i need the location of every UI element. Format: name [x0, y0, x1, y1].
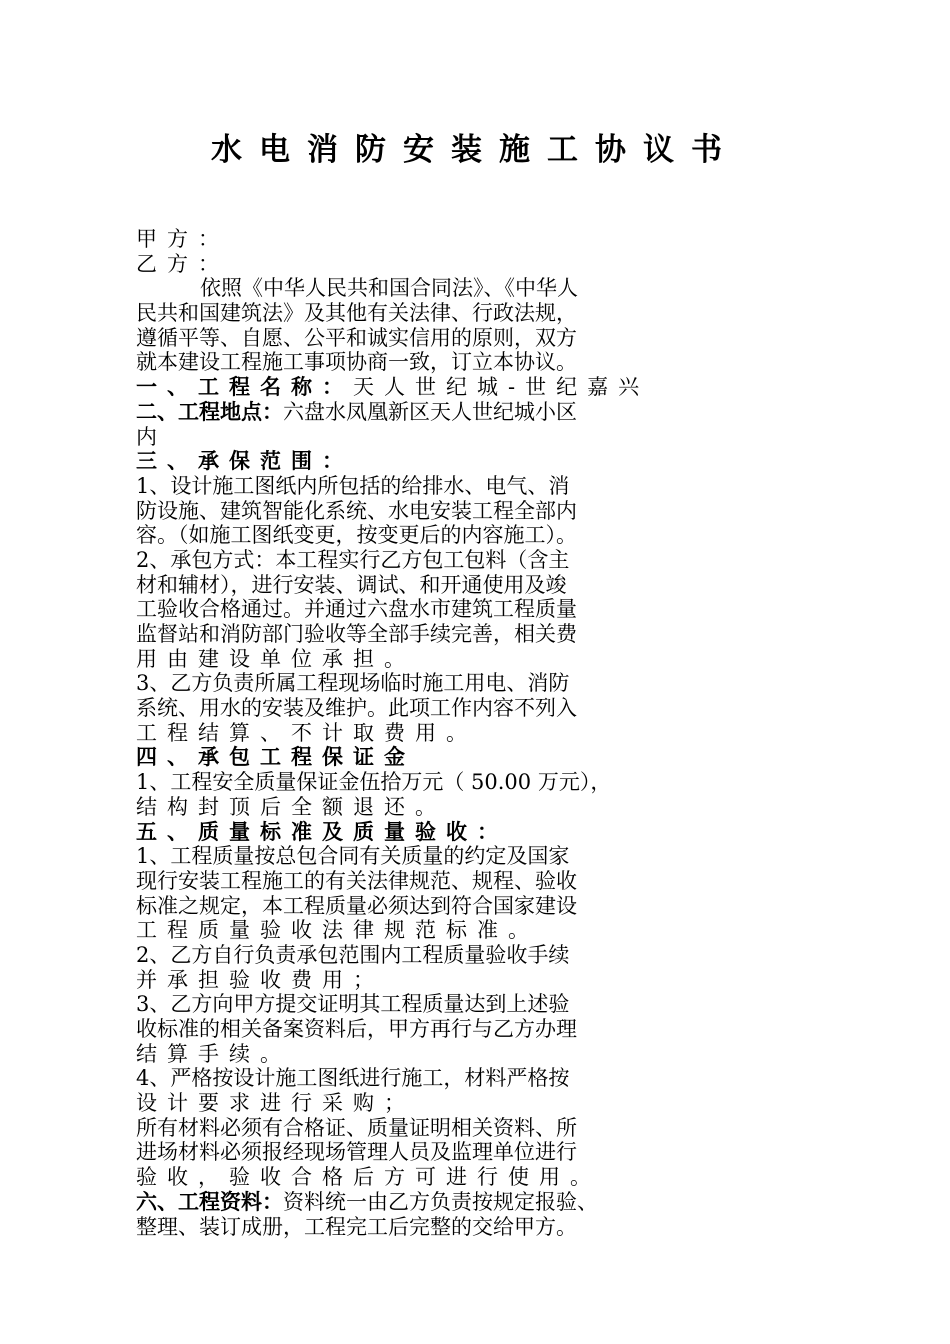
line-text: 材和辅材），进行安装、调试、和开通使用及竣	[136, 572, 567, 597]
text-line	[136, 844, 836, 869]
line-text: 乙方：	[136, 251, 229, 276]
text-line	[136, 597, 836, 622]
line-text: 依照《中华人民共和国合同法》、《中华人	[200, 276, 578, 301]
line-text: 防设施、建筑智能化系统、水电安装工程全部内	[136, 498, 577, 523]
line-text: 收标准的相关备案资料后，甲方再行与乙方办理	[136, 1017, 577, 1041]
text-line	[136, 745, 836, 770]
text-line	[136, 820, 836, 845]
text-line	[136, 968, 836, 993]
text-line	[136, 770, 836, 795]
section-heading: 四、承包工程保证金	[136, 744, 415, 770]
line-text: 设计要求进行采购；	[136, 1091, 415, 1116]
text-line	[136, 992, 836, 1017]
text-line	[136, 696, 836, 721]
line-text: 工程结算、不计取费用。	[136, 720, 477, 745]
line-text: 甲方：	[136, 227, 229, 251]
document-title: 水电消防安装施工协议书	[211, 132, 739, 168]
line-text: 天人世纪城-世纪嘉兴	[353, 375, 650, 400]
text-line	[136, 227, 836, 252]
section-heading: 一、工程名称：	[136, 374, 353, 400]
line-text: 标准之规定，本工程质量必须达到符合国家建设	[136, 893, 577, 918]
line-text: 整理、装订成册，工程完工后完整的交给甲方。	[136, 1214, 577, 1239]
line-text: 结构封顶后全额退还。	[136, 794, 446, 819]
text-line	[136, 1140, 836, 1165]
text-line	[136, 573, 836, 598]
text-line	[136, 795, 836, 820]
text-line	[136, 869, 836, 894]
line-text: 内	[136, 424, 167, 449]
text-line	[136, 1116, 836, 1141]
line-text: 1、工程质量按总包合同有关质量的约定及国家	[136, 844, 570, 869]
line-text: 1、工程安全质量保证金伍拾万元（ 50.00 万元），	[136, 770, 612, 795]
text-line	[136, 474, 836, 499]
line-text: 1、设计施工图纸内所包括的给排水、电气、消	[136, 473, 570, 498]
text-line	[136, 548, 836, 573]
line-text: 2、乙方自行负责承包范围内工程质量验收手续	[136, 942, 570, 967]
line-text: 六盘水凤凰新区天人世纪城小区	[283, 399, 577, 424]
text-line	[136, 276, 836, 301]
text-line	[136, 918, 836, 943]
text-line	[136, 375, 836, 400]
line-text: 工程质量验收法律规范标准。	[136, 918, 539, 943]
text-line	[136, 1190, 836, 1215]
text-line	[136, 350, 836, 375]
line-text: 2、承包方式：本工程实行乙方包工包料（含主	[136, 547, 570, 572]
line-text: 用由建设单位承担。	[136, 646, 415, 671]
line-text: 3、乙方向甲方提交证明其工程质量达到上述验	[136, 992, 570, 1017]
text-line	[136, 622, 836, 647]
line-text: 所有材料必须有合格证、质量证明相关资料、所	[136, 1115, 577, 1140]
text-line	[136, 1091, 836, 1116]
line-text: 结算手续。	[136, 1041, 291, 1066]
line-text: 遵循平等、自愿、公平和诚实信用的原则，双方	[136, 325, 577, 350]
text-line	[136, 425, 836, 450]
text-line	[136, 301, 836, 326]
text-line	[136, 499, 836, 524]
line-text: 资料统一由乙方负责按规定报验、	[283, 1189, 598, 1214]
line-text: 民共和国建筑法》及其他有关法律、行政法规，	[136, 301, 577, 326]
line-text: 工验收合格通过。并通过六盘水市建筑工程质量	[136, 597, 577, 622]
line-text: 并承担验收费用；	[136, 967, 384, 992]
text-line	[136, 523, 836, 548]
line-text: 4、严格按设计施工图纸进行施工，材料严格按	[136, 1066, 570, 1091]
line-text: 现行安装工程施工的有关法律规范、规程、验收	[136, 868, 577, 893]
line-text: 容。（如施工图纸变更，按变更后的内容施工）。	[136, 523, 577, 548]
text-line	[136, 1042, 836, 1067]
section-heading: 二、工程地点：	[136, 398, 283, 424]
text-line	[136, 721, 836, 746]
section-heading: 三、承保范围：	[136, 448, 353, 474]
text-line	[136, 1066, 836, 1091]
text-line	[136, 1017, 836, 1042]
document-body	[136, 227, 836, 1239]
section-heading: 五、质量标准及质量验收：	[136, 818, 508, 844]
text-line	[136, 400, 836, 425]
text-line	[136, 326, 836, 351]
text-line	[136, 671, 836, 696]
line-text: 进场材料必须报经现场管理人员及监理单位进行	[136, 1140, 577, 1165]
text-line	[136, 449, 836, 474]
line-text: 监督站和消防部门验收等全部手续完善，相关费	[136, 622, 577, 646]
line-text: 系统、用水的安装及维护。此项工作内容不列入	[136, 696, 577, 721]
text-line	[136, 647, 836, 672]
text-line	[136, 1215, 836, 1240]
line-text: 就本建设工程施工事项协商一致，订立本协议。	[136, 350, 577, 375]
section-heading: 六、工程资料：	[136, 1188, 283, 1214]
text-line	[136, 943, 836, 968]
text-line	[136, 1165, 836, 1190]
line-text: 3、乙方负责所属工程现场临时施工用电、消防	[136, 671, 570, 696]
line-text: 验收，验收合格后方可进行使用。	[136, 1165, 601, 1190]
text-line	[136, 894, 836, 919]
text-line	[136, 252, 836, 277]
